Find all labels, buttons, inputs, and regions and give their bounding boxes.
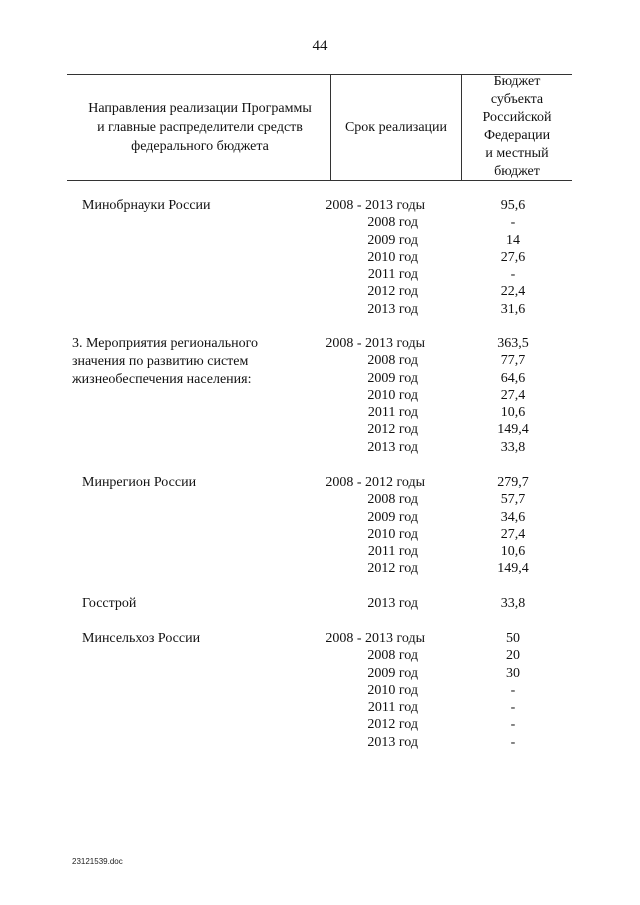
value: 22,4 <box>500 284 526 300</box>
table-row <box>330 526 570 543</box>
page-number: 44 <box>312 38 328 54</box>
header-budget: Бюджет субъекта Российской Федерации и местный бюджет <box>482 74 552 179</box>
value: 33,8 <box>500 439 526 455</box>
section-name: Минобрнауки России <box>82 198 211 213</box>
period: 2008 - 2013 годы <box>325 198 425 213</box>
section-rows <box>325 197 570 318</box>
period: 2013 год <box>367 734 418 750</box>
period: 2008 - 2013 годы <box>325 631 425 646</box>
period: 2010 год <box>367 526 418 542</box>
section-rows <box>325 630 570 751</box>
period: 2008 год <box>367 353 418 369</box>
value: 10,6 <box>500 405 526 421</box>
table-row <box>330 301 570 318</box>
value: - <box>510 717 516 733</box>
period: 2012 год <box>367 284 418 300</box>
table-row <box>330 491 570 508</box>
value: 363,5 <box>497 336 529 351</box>
period: 2012 год <box>367 717 418 733</box>
header-period: Срок реализации <box>344 119 448 135</box>
table-header-bottom-rule <box>67 180 572 181</box>
value: 27,4 <box>500 526 526 542</box>
table-row <box>330 214 570 231</box>
header-directions: Направления реализации Программы и главные распределители средств федерального бюджета <box>88 100 312 154</box>
table-row <box>330 283 570 300</box>
table-row <box>325 474 570 491</box>
table-row <box>330 421 570 438</box>
period: 2011 год <box>367 700 418 716</box>
value: 50 <box>506 631 520 646</box>
period: 2013 год <box>367 596 418 611</box>
table-row <box>330 682 570 699</box>
value: 20 <box>506 648 520 664</box>
period: 2011 год <box>367 544 418 560</box>
value: 27,4 <box>500 387 526 403</box>
column-divider <box>330 74 331 180</box>
value: 27,6 <box>500 249 526 265</box>
period: 2013 год <box>367 439 418 455</box>
period: 2010 год <box>367 387 418 403</box>
table-row <box>330 716 570 733</box>
table-row <box>330 266 570 283</box>
value: 31,6 <box>500 301 526 317</box>
section-name: Минрегион России <box>82 475 197 490</box>
value: 33,8 <box>500 596 526 611</box>
document-id: 23121539.doc <box>72 857 123 866</box>
table-row <box>330 404 570 421</box>
table-row <box>330 439 570 456</box>
table-row <box>330 543 570 560</box>
table-row <box>330 232 570 249</box>
period: 2011 год <box>367 405 418 421</box>
table-row <box>330 370 570 387</box>
period: 2013 год <box>367 301 418 317</box>
value: 10,6 <box>500 544 526 560</box>
period: 2009 год <box>367 665 418 681</box>
section-rows <box>330 595 570 612</box>
period: 2012 год <box>367 561 418 577</box>
table-row <box>330 387 570 404</box>
table-row <box>330 734 570 751</box>
table-row <box>330 699 570 716</box>
period: 2009 год <box>367 370 418 386</box>
table-row <box>325 197 570 214</box>
table-row <box>330 509 570 526</box>
table-row <box>325 335 570 352</box>
period: 2010 год <box>367 249 418 265</box>
section-name: Госстрой <box>82 596 137 611</box>
value: 34,6 <box>500 509 526 525</box>
table-row <box>330 595 570 612</box>
section-rows <box>325 474 570 578</box>
value: - <box>510 267 516 283</box>
section-rows <box>325 335 570 456</box>
period: 2011 год <box>367 267 418 283</box>
period: 2009 год <box>367 232 418 248</box>
value: 149,4 <box>497 422 529 438</box>
value: - <box>510 215 516 231</box>
value: - <box>510 734 516 750</box>
value: 30 <box>506 665 520 681</box>
period: 2008 год <box>367 492 418 508</box>
value: 64,6 <box>500 370 526 386</box>
period: 2009 год <box>367 509 418 525</box>
value: - <box>510 682 516 698</box>
period: 2010 год <box>367 682 418 698</box>
period: 2008 год <box>367 648 418 664</box>
value: 14 <box>506 232 520 248</box>
period: 2012 год <box>367 422 418 438</box>
period: 2008 - 2012 годы <box>325 475 425 490</box>
value: 57,7 <box>500 492 526 508</box>
period: 2008 - 2013 годы <box>325 336 425 351</box>
table-row <box>330 352 570 369</box>
table-row <box>325 630 570 647</box>
value: 279,7 <box>497 475 529 490</box>
table-row <box>330 647 570 664</box>
table-row <box>330 249 570 266</box>
table-row <box>330 560 570 577</box>
value: - <box>510 700 516 716</box>
value: 149,4 <box>497 561 529 577</box>
table-row <box>330 665 570 682</box>
period: 2008 год <box>367 215 418 231</box>
value: 77,7 <box>500 353 526 369</box>
value: 95,6 <box>500 198 526 213</box>
section-name: Минсельхоз России <box>82 631 201 646</box>
section-name: 3. Мероприятия регионального значения по развитию систем жизнеобеспечения населения: <box>72 336 258 387</box>
